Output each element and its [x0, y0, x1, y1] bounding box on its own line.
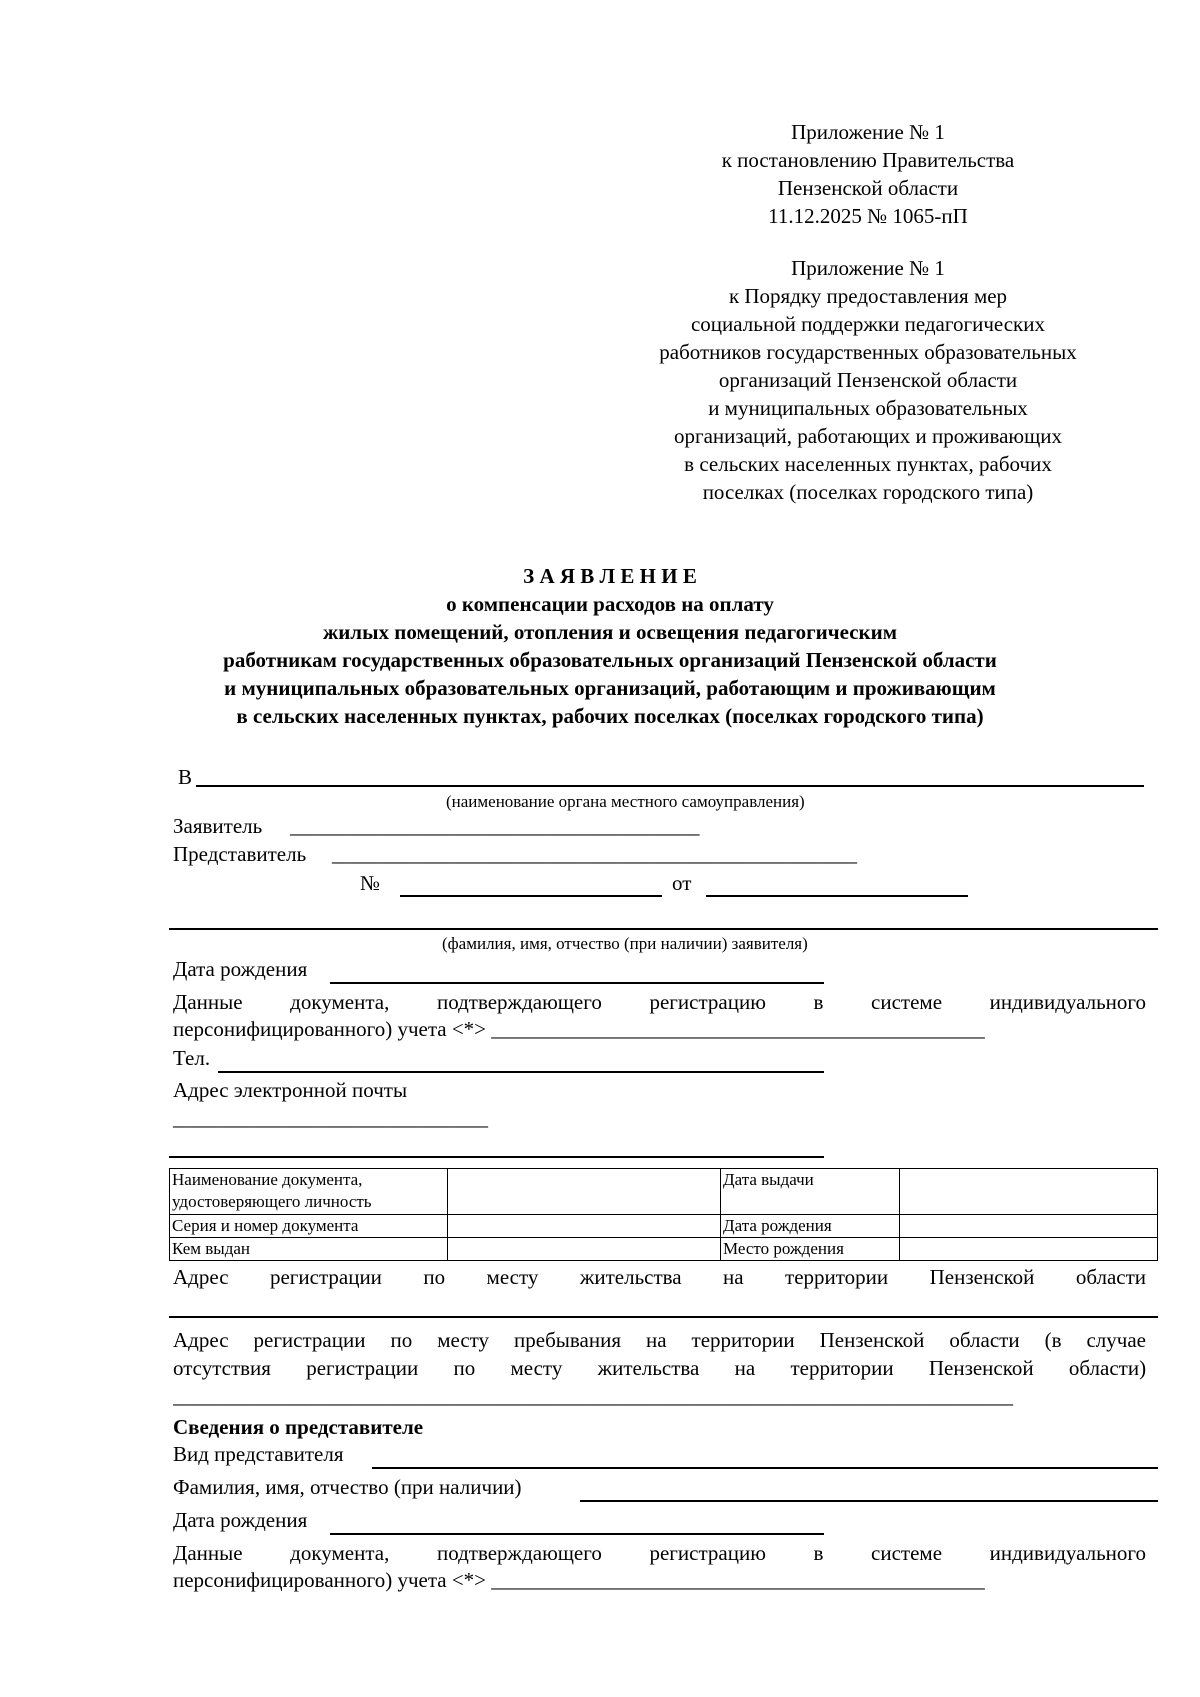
appendix-line: 11.12.2025 № 1065-пП: [768, 204, 968, 228]
rep-type-label: Вид представителя: [173, 1442, 344, 1466]
appendix-line: к постановлению Правительства: [721, 148, 1015, 172]
phone-label: Тел.: [173, 1046, 211, 1070]
applicant-fio-caption: (фамилия, имя, отчество (при наличии) заявителя): [442, 934, 808, 953]
rep-birth-date-label: Дата рождения: [173, 1508, 308, 1532]
rep-registration-doc-line: Данные документа, подтверждающего регистрацию в системе индивидуального: [173, 1541, 1146, 1565]
title-heading: З А Я В Л Е Н И Е: [523, 564, 697, 588]
document-title: [140, 562, 1080, 730]
registration-doc-line: Данные документа, подтверждающего регистрацию в системе индивидуального: [173, 990, 1146, 1014]
title-line: и муниципальных образовательных организаций, работающим и проживающим: [224, 676, 996, 700]
doc-name-cell[interactable]: [448, 1169, 721, 1215]
rep-birth-date-field[interactable]: [330, 1533, 824, 1535]
appendix-line: организаций, работающих и проживающих: [673, 424, 1063, 448]
birth-date-field[interactable]: [330, 982, 824, 984]
series-number-label: Серия и номер документа: [170, 1215, 448, 1238]
stay-address-label-2: отсутствия регистрации по месту жительства на территории Пензенской области): [173, 1356, 1147, 1380]
number-label: №: [360, 871, 381, 895]
registration-doc-field[interactable]: персонифицированного) учета <*> _______________________________________________: [173, 1017, 985, 1041]
issued-by-label: Кем выдан: [170, 1238, 448, 1261]
appendix-line: Приложение № 1: [791, 120, 945, 144]
rep-type-field[interactable]: [372, 1467, 1158, 1469]
appendix-resolution-block: [608, 118, 1128, 230]
representative-field[interactable]: __________________________________________________: [332, 842, 857, 866]
number-field[interactable]: [400, 895, 662, 897]
email-extra-line[interactable]: [169, 1156, 824, 1158]
birth-date-label: Дата рождения: [173, 957, 308, 981]
series-number-cell[interactable]: [448, 1215, 721, 1238]
appendix-line: и муниципальных образовательных: [708, 396, 1028, 420]
title-line: работникам государственных образовательных организаций Пензенской области: [223, 648, 997, 672]
rep-fio-field[interactable]: [580, 1500, 1158, 1502]
rep-fio-label: Фамилия, имя, отчество (при наличии): [173, 1475, 522, 1499]
appendix-line: Пензенской области: [777, 176, 959, 200]
appendix-line: к Порядку предоставления мер: [728, 284, 1008, 308]
email-field[interactable]: ______________________________: [173, 1106, 488, 1130]
appendix-line: организаций Пензенской области: [718, 368, 1018, 392]
rep-registration-doc-field[interactable]: персонифицированного) учета <*> _______________________________________________: [173, 1568, 985, 1592]
stay-address-label: Адрес регистрации по месту пребывания на территории Пензенской области (в случае: [173, 1328, 1146, 1352]
from-label: от: [672, 871, 692, 895]
birth-place-label: Место рождения: [721, 1238, 900, 1261]
appendix-line: работников государственных образовательных: [659, 340, 1077, 364]
appendix-line: социальной поддержки педагогических: [690, 312, 1045, 336]
table-birth-date-label: Дата рождения: [721, 1215, 900, 1238]
to-prefix: В: [178, 765, 193, 789]
stay-address-field[interactable]: ________________________________________________________________________________: [173, 1384, 1013, 1408]
issue-date-cell[interactable]: [900, 1169, 1158, 1215]
birth-place-cell[interactable]: [900, 1238, 1158, 1261]
issued-by-cell[interactable]: [448, 1238, 721, 1261]
applicant-fio-field[interactable]: [169, 928, 1158, 930]
residence-address-label: Адрес регистрации по месту жительства на территории Пензенской области: [173, 1265, 1147, 1289]
appendix-line: в сельских населенных пунктах, рабочих: [684, 452, 1052, 476]
appendix-procedure-block: [608, 254, 1128, 506]
table-birth-date-cell[interactable]: [900, 1215, 1158, 1238]
applicant-label: Заявитель: [173, 814, 263, 838]
issue-date-label: Дата выдачи: [721, 1169, 900, 1215]
title-line: жилых помещений, отопления и освещения педагогическим: [322, 620, 898, 644]
organ-name-field[interactable]: [196, 785, 1144, 787]
representative-label: Представитель: [173, 842, 307, 866]
appendix-line: Приложение № 1: [791, 256, 945, 280]
residence-address-field[interactable]: [169, 1316, 1158, 1318]
email-label: Адрес электронной почты: [173, 1078, 408, 1102]
appendix-line: поселках (поселках городского типа): [702, 480, 1034, 504]
date-field[interactable]: [706, 895, 968, 897]
phone-field[interactable]: [218, 1071, 824, 1073]
representative-section-heading: Сведения о представителе: [173, 1415, 424, 1439]
doc-name-label: Наименование документа, удостоверяющего личность: [170, 1169, 448, 1215]
applicant-field[interactable]: _______________________________________: [290, 814, 700, 838]
identity-document-table: [169, 1168, 1158, 1261]
title-line: в сельских населенных пунктах, рабочих поселках (поселках городского типа): [236, 704, 984, 728]
title-line: о компенсации расходов на оплату: [446, 592, 774, 616]
organ-name-caption: (наименование органа местного самоуправления): [446, 792, 805, 811]
